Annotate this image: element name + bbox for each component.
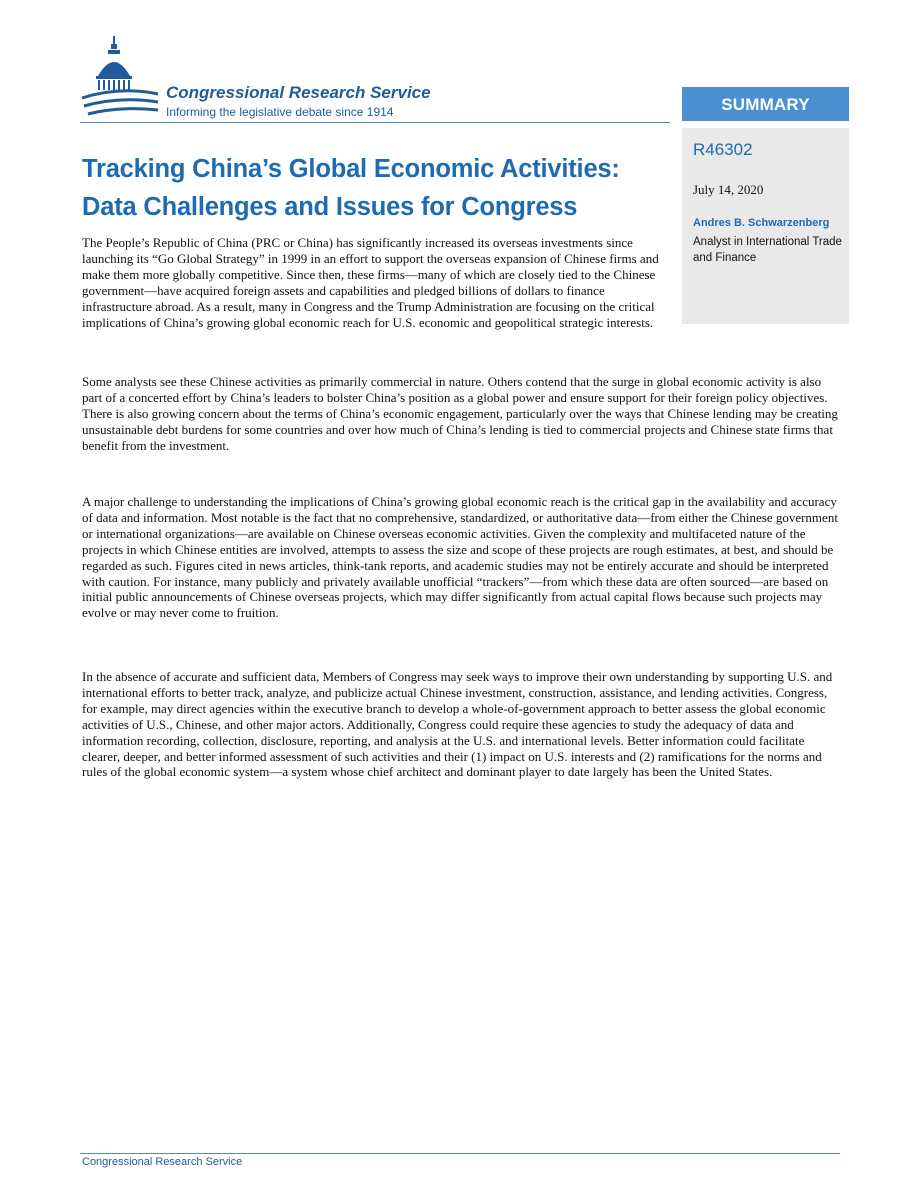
- footer-divider: [80, 1153, 840, 1154]
- footer-org-name: Congressional Research Service: [82, 1156, 243, 1168]
- report-number: R46302: [693, 140, 753, 159]
- org-tagline: Informing the legislative debate since 1914: [166, 105, 394, 119]
- summary-paragraph: Some analysts see these Chinese activities as primarily commercial in nature. Others contend that the surge in global economic activity is also part of a concerted effort by China’s leaders to bolster China’s position as a global power and ensure support for their foreign policy objectives. There is also growing concern about the terms of China’s economic engagement, particularly over the ways that Chinese lending may be creating unsustainable debt burdens for some countries and over how much of China’s lending is tied to commercial projects and Chinese state firms that benefit from the investment.: [82, 374, 838, 453]
- author-title: Analyst in International Trade and Finance: [693, 236, 842, 264]
- capitol-dome-icon: [80, 34, 160, 124]
- summary-tab: SUMMARY: [682, 87, 849, 121]
- author-name: Andres B. Schwarzenberg: [693, 217, 830, 229]
- document-title: Tracking China’s Global Economic Activities: Data Challenges and Issues for Congress: [82, 155, 620, 221]
- org-name: Congressional Research Service: [166, 83, 431, 102]
- summary-paragraph: The People’s Republic of China (PRC or China) has significantly increased its overseas investments since launching its “Go Global Strategy” in 1999 in an effort to support the overseas expansion of Chinese firms and make them more globally competitive. Since then, these firms—many of which are closely tied to the Chinese government—have acquired foreign assets and capabilities and pledged billions of dollars to finance infrastructure abroad. As a result, many in Congress and the Trump Administration are focusing on the critical implications of China’s growing global economic reach for U.S. economic and geopolitical strategic interests.: [82, 235, 659, 330]
- summary-paragraph: In the absence of accurate and sufficient data, Members of Congress may seek ways to improve their own understanding by supporting U.S. and international efforts to better track, analyze, and publicize actual Chinese investment, construction, assistance, and lending activities. Congress, for example, may direct agencies within the executive branch to develop a whole-of-government approach to better assess the global economic activities of U.S., Chinese, and other major actors. Additionally, Congress could require these agencies to study the adequacy of data and information recording, collection, disclosure, reporting, and analysis at the U.S. and international levels. Better information could facilitate clearer, deeper, and better informed assessment of such activities and their (1) impact on U.S. interests and (2) ramifications for the norms and rules of the global economic system—a system whose chief architect and dominant player to date largely has been the United States.: [82, 669, 833, 780]
- report-date: July 14, 2020: [693, 182, 764, 197]
- crs-logo: [80, 34, 480, 124]
- summary-paragraph: A major challenge to understanding the implications of China’s growing global economic reach is the critical gap in the availability and accuracy of data and information. Most notable is the fact that no comprehensive, standardized, or authoritative data—from either the Chinese government or international organizations—are available on Chinese overseas economic activities. Given the complexity and multifaceted nature of the projects in which Chinese entities are involved, attempts to assess the size and scope of these projects are rough estimates, at best, and should be regarded as such. Figures cited in news articles, think-tank reports, and academic studies may not be entirely accurate and should be interpreted with caution. For instance, many publicly and privately available unofficial “trackers”—from which these data are often sourced—are based on initial public announcements of Chinese overseas projects, which may differ significantly from actual capital flows because such projects may evolve or may never come to fruition.: [82, 494, 838, 621]
- header-divider: [80, 122, 670, 123]
